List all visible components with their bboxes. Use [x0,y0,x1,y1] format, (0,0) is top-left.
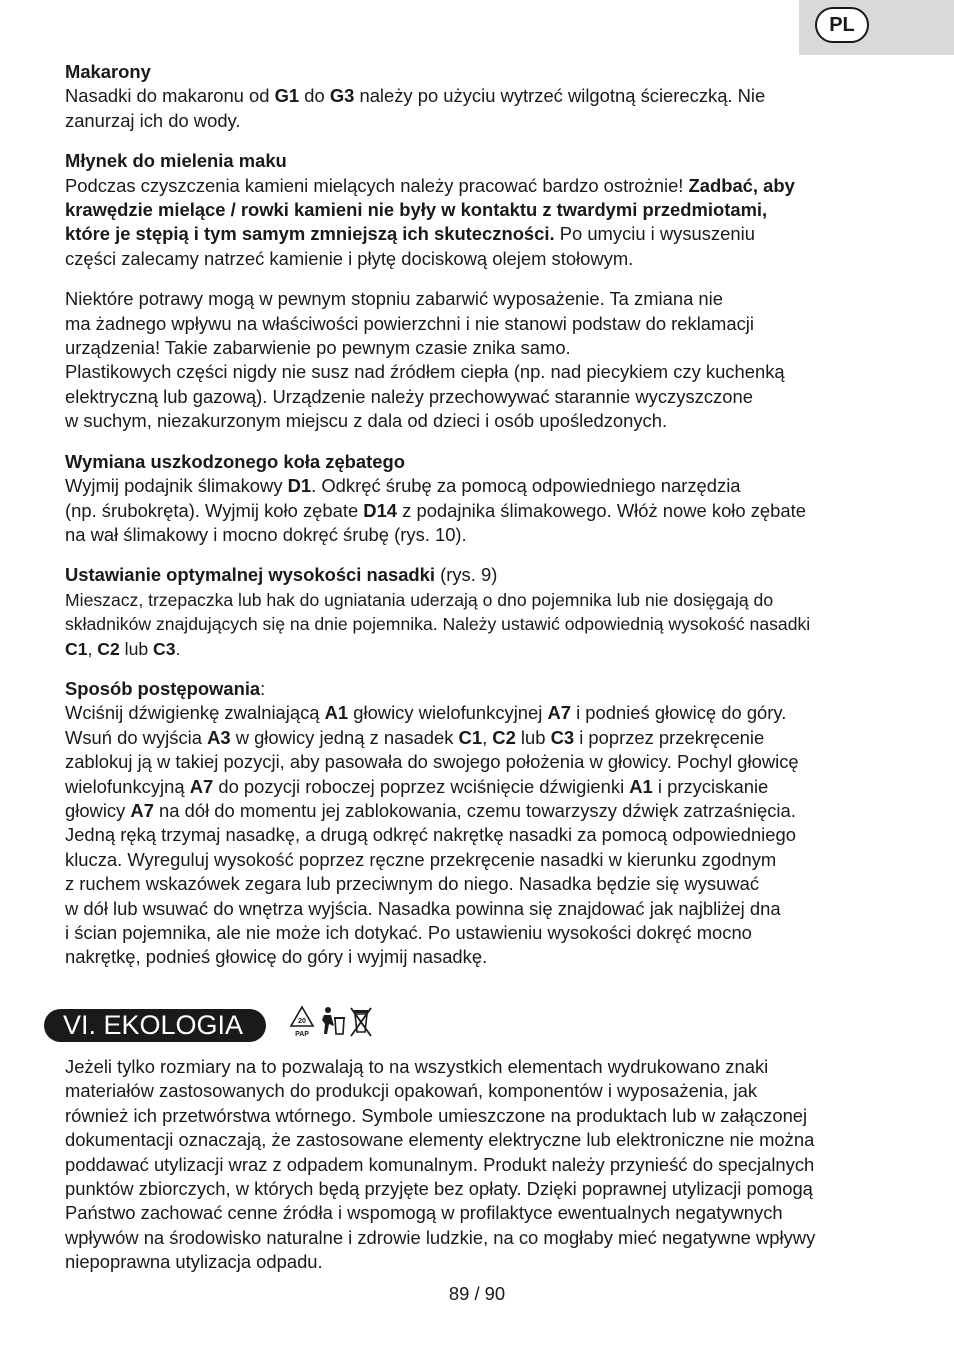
part-ref: C3 [153,638,176,659]
line: Plastikowych części nigdy nie susz nad źródłem ciepła (np. nad piecykiem czy kuchenką [65,361,785,383]
section-ustawianie [65,563,895,661]
section-title: Ustawianie optymalnej wysokości nasadki [65,564,435,586]
text: z podajnika ślimakowego. Włóż nowe koło zębate [397,499,806,521]
part-ref: C1 [458,726,483,748]
text: głowicy [65,799,131,821]
paragraph [65,474,895,498]
language-badge: PL [815,7,869,43]
line: w suchym, niezakurzonym miejscu z dala od dzieci i osób upośledzonych. [65,410,668,432]
page-number: 89 / 90 [448,1283,506,1304]
paragraph: części zalecamy natrzeć kamienie i płytę dociskową olejem stołowym. [65,247,634,269]
line: zablokuj ją w takiej pozycji, aby pasowała do swojego położenia w głowicy. Pochyl głowicę [65,751,799,773]
line: dokumentacji oznaczają, że zastosowane elementy elektryczne lub elektroniczne nie można [65,1129,815,1151]
section-wymiana [65,450,895,548]
line: również ich przetwórstwa wtórnego. Symbole umieszczone na produktach lub w załączonej [65,1104,808,1126]
line: w dół lub wsuwać do wnętrza wyjścia. Nasadka powinna się znajdować jak najbliżej dna [65,897,781,919]
recycling-code: PAP [295,1031,309,1038]
part-ref: G3 [329,85,355,107]
text: i podnieś głowicę do góry. [570,702,787,724]
section-potrawy [65,287,895,433]
text: : [260,677,266,699]
crossed-bin-icon [351,1008,371,1036]
recycling-pap-icon [291,1007,313,1038]
line [65,701,895,725]
line [65,726,895,750]
line: Jedną ręką trzymaj nasadkę, a drugą odkręć nakrętkę nasadki za pomocą odpowiedniego [65,824,796,846]
line [65,637,895,661]
section-title-line [65,563,895,587]
text: do [299,85,330,107]
text: do pozycji roboczej poprzez wciśnięcie dźwigienki [213,775,630,797]
section-title: Sposób postępowania [65,677,261,699]
line [65,775,895,799]
line: Jeżeli tylko rozmiary na to pozwalają to na wszystkich elementach wydrukowano znaki [65,1056,769,1077]
text: w głowicy jedną z nasadek [230,726,459,748]
line: elektryczną lub gazową). Urządzenie należy przechowywać starannie wyczyszczone [65,385,753,407]
part-ref: G1 [274,85,300,107]
text: (rys. 9) [435,564,498,586]
paragraph [65,84,895,108]
section-makarony [65,60,895,133]
text: Podczas czyszczenia kamieni mielących należy pracować bardzo ostrożnie! [65,174,689,196]
paragraph [65,222,895,246]
part-ref: A7 [130,799,154,821]
line: materiałów zastosowanych do produkcji opakowań, komponentów i wyposażenia, jak [65,1080,758,1102]
tidyman-icon [322,1007,345,1034]
recycling-number: 20 [298,1018,306,1025]
line: wpływów na środowisko naturalne i zdrowie ludzkie, na co mogłaby mieć negatywne wpływy [65,1226,816,1248]
line: Niektóre potrawy mogą w pewnym stopniu zabarwić wyposażenie. Ta zmiana nie [65,288,723,310]
part-ref: A1 [324,702,349,724]
part-ref: C2 [97,638,120,659]
text: Nasadki do makaronu od [65,85,275,107]
text: wielofunkcyjną [65,775,190,797]
line [65,799,895,823]
language-tab [799,0,954,55]
line: Mieszacz, trzepaczka lub hak do ugniatania uderzają o dno pojemnika lub nie dosięgają do [65,589,774,610]
part-ref: C1 [65,638,88,659]
text: i poprzez przekręcenie [574,726,765,748]
line: Państwo zachować cenne źródła i wspomogą w profilaktyce ewentualnych negatywnych [65,1202,783,1224]
bold-text: Zadbać, aby [688,174,795,196]
manual-content [65,60,895,970]
text: i przyciskanie [652,775,769,797]
line: punktów zbiorczych, w których będą przyjęte bez opłaty. Dzięki poprawnej utylizacji pomogą [65,1178,813,1200]
eco-icons-svg [288,1004,388,1040]
section-title: Wymiana uszkodzonego koła zębatego [65,450,405,472]
line: nakrętkę, podnieś głowicę do góry i wyjmij nasadkę. [65,946,488,968]
section-sposob [65,677,895,970]
paragraph: zanurzaj ich do wody. [65,109,241,131]
text: (np. śrubokręta). Wyjmij koło zębate [65,499,364,521]
section-title-pill: VI. EKOLOGIA [44,1009,266,1042]
part-ref: A7 [189,775,214,797]
text: Wciśnij dźwigienkę zwalniającą [65,702,325,724]
section-title: Makarony [65,61,151,82]
paragraph: na wał ślimakowy i mocno dokręć śrubę (rys. 10). [65,523,467,545]
line: składników znajdujących się na dnie pojemnika. Należy ustawić odpowiednią wysokość nasadki [65,614,811,635]
text: , [87,638,98,659]
text: lub [515,726,551,748]
paragraph [65,499,895,523]
line: urządzenia! Takie zabarwienie po pewnym czasie znika samo. [65,337,571,359]
text: . Odkręć śrubę za pomocą odpowiedniego narzędzia [311,475,741,497]
ekologia-text [65,1055,895,1275]
text: . [175,638,181,659]
bold-text: które je stępią i tym samym zmniejszą ich skuteczności. [65,223,555,245]
line: niepoprawna utylizacja odpadu. [65,1251,323,1273]
eco-icons [288,1004,388,1040]
paragraph [65,174,895,198]
part-ref: D1 [287,475,312,497]
part-ref: A3 [207,726,231,748]
bold-line: krawędzie mielące / rowki kamieni nie były w kontaktu z twardymi przedmiotami, [65,199,768,221]
text: należy po użyciu wytrzeć wilgotną ściereczką. Nie [354,85,766,107]
part-ref: A7 [547,702,571,724]
line: ma żadnego wpływu na właściwości powierzchni i nie stanowi podstaw do reklamacji [65,312,754,334]
line: z ruchem wskazówek zegara lub przeciwnym do niego. Nasadka będzie się wysuwać [65,873,760,895]
section-title-line [65,677,895,701]
line: klucza. Wyreguluj wysokość poprzez ręczne przekręcenie nasadki w kierunku zgodnym [65,848,777,870]
part-ref: C2 [492,726,516,748]
line: poddawać utylizacji wraz z odpadem komunalnym. Produkt należy przynieść do specjalnych [65,1153,815,1175]
text: Wsuń do wyjścia [65,726,208,748]
text: na dół do momentu jej zablokowania, czemu towarzyszy dźwięk zatrzaśnięcia. [153,799,796,821]
text: lub [119,638,154,659]
section-title: Młynek do mielenia maku [65,150,287,172]
part-ref: D14 [363,499,398,521]
section-mlynek [65,149,895,271]
text: Wyjmij podajnik ślimakowy [65,475,288,497]
text: , [482,726,493,748]
part-ref: C3 [550,726,575,748]
part-ref: A1 [629,775,653,797]
text: głowicy wielofunkcyjnej [348,702,548,724]
line: i ścian pojemnika, ale nie może ich dotykać. Po ustawieniu wysokości dokręć mocno [65,922,752,943]
text: Po umyciu i wysuszeniu [554,223,755,245]
